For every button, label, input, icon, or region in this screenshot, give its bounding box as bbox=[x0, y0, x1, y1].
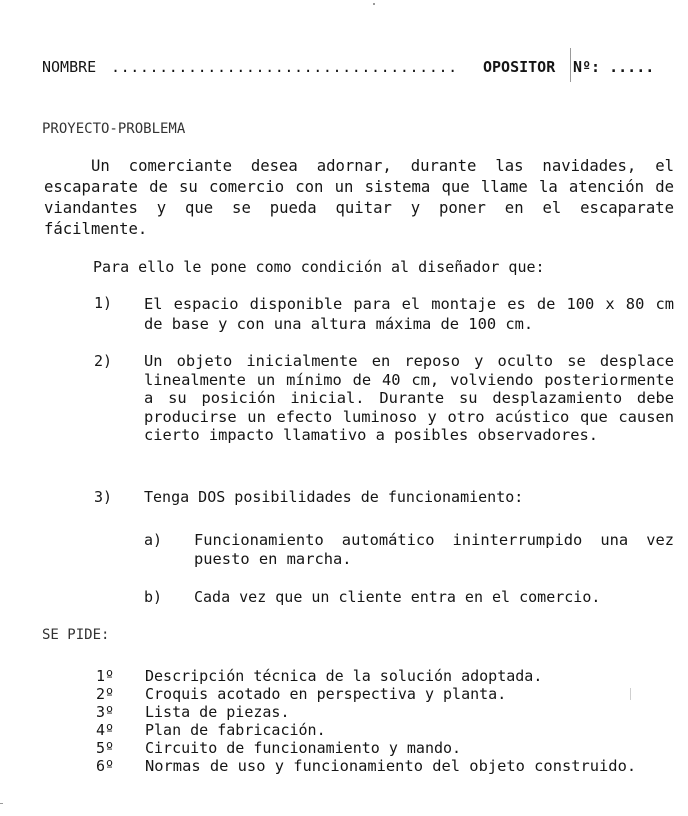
name-label: NOMBRE bbox=[42, 58, 97, 76]
se-pide-label: SE PIDE: bbox=[42, 627, 110, 643]
scan-mark-right bbox=[630, 688, 631, 700]
scan-mark-left bbox=[0, 803, 3, 804]
requirement-6-text: Normas de uso y funcionamiento del objeto construido. bbox=[145, 757, 637, 775]
intro-paragraph bbox=[44, 156, 674, 240]
requirement-2-number: 2º bbox=[96, 685, 115, 703]
opositor-label: OPOSITOR bbox=[483, 58, 556, 76]
name-dots: .................................... bbox=[111, 58, 458, 76]
condition-2-number: 2) bbox=[94, 352, 113, 370]
condition-1-text: El espacio disponible para el montaje es de 100 x 80 cm de base y con una altura máxima de 100 cm. bbox=[144, 295, 674, 333]
requirement-4-text: Plan de fabricación. bbox=[145, 721, 326, 739]
requirement-5-text: Circuito de funcionamiento y mando. bbox=[145, 739, 462, 757]
option-b-letter: b) bbox=[144, 588, 163, 606]
condition-2-text: Un objeto inicialmente en reposo y oculto se desplace linealmente un mínimo de 40 cm, volviendo posteriormente a su posición inicial. Durante su desplazamiento debe producirse un efecto luminoso y otro acústico que causen cierto impacto llamativo a posibles observadores. bbox=[144, 352, 674, 445]
intro-text: Un comerciante desea adornar, durante las navidades, el escaparate de su comercio con un sistema que llame la atención de viandantes y que se pueda quitar y poner en el escaparate fácilmente. bbox=[44, 157, 674, 238]
option-a-letter: a) bbox=[144, 531, 163, 549]
requirement-2-text: Croquis acotado en perspectiva y planta. bbox=[145, 685, 507, 703]
condition-3-number: 3) bbox=[94, 488, 113, 506]
opositor-number-label: Nº: ..... bbox=[573, 58, 655, 76]
requirement-4-number: 4º bbox=[96, 721, 115, 739]
option-b-text: Cada vez que un cliente entra en el comercio. bbox=[194, 588, 601, 606]
option-a-text: Funcionamiento automático ininterrumpido una vez puesto en marcha. bbox=[194, 531, 674, 568]
condition-1-number: 1) bbox=[94, 294, 113, 312]
requirement-5-number: 5º bbox=[96, 739, 115, 757]
scan-mark-vertical bbox=[570, 48, 571, 82]
requirement-3-number: 3º bbox=[96, 703, 115, 721]
requirement-1-text: Descripción técnica de la solución adoptada. bbox=[145, 667, 543, 685]
condition-line: Para ello le pone como condición al diseñador que: bbox=[93, 258, 545, 276]
condition-3-text: Tenga DOS posibilidades de funcionamiento: bbox=[144, 488, 524, 506]
requirement-1-number: 1º bbox=[96, 667, 115, 685]
requirement-6-number: 6º bbox=[96, 757, 115, 775]
scan-mark-top bbox=[373, 3, 375, 5]
requirement-3-text: Lista de piezas. bbox=[145, 703, 290, 721]
section-title: PROYECTO-PROBLEMA bbox=[42, 121, 186, 137]
